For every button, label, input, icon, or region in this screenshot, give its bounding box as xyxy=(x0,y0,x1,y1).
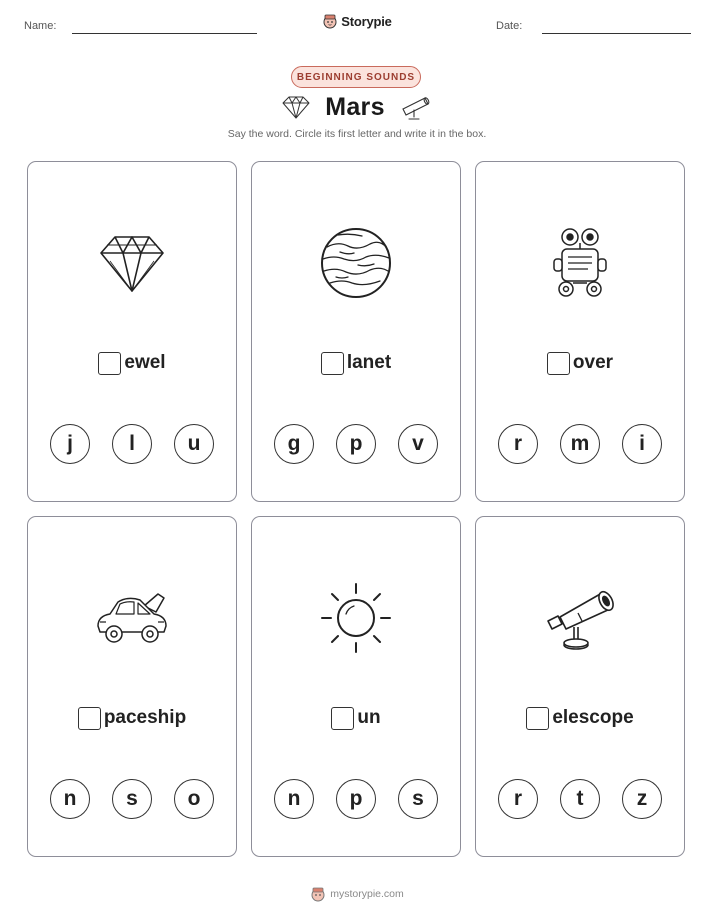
jewel-icon xyxy=(97,231,167,295)
word-ending: paceship xyxy=(103,707,187,728)
letter-choice[interactable]: o xyxy=(174,779,214,819)
letter-choice[interactable]: s xyxy=(398,779,438,819)
answer-box[interactable] xyxy=(98,352,121,375)
letter-choice[interactable]: p xyxy=(336,424,376,464)
letter-choice[interactable]: r xyxy=(498,424,538,464)
word-card xyxy=(251,161,461,502)
brand-logo xyxy=(0,13,714,29)
letter-choice[interactable]: g xyxy=(274,424,314,464)
letter-choice[interactable]: l xyxy=(112,424,152,464)
category-badge: BEGINNING SOUNDS xyxy=(291,66,421,88)
name-line[interactable] xyxy=(72,33,257,34)
telescope-icon xyxy=(540,583,620,653)
answer-box[interactable] xyxy=(526,707,549,730)
word-card xyxy=(251,516,461,857)
telescope-icon xyxy=(399,93,433,121)
answer-box[interactable] xyxy=(321,352,344,375)
letter-choice[interactable]: r xyxy=(498,779,538,819)
footer-url[interactable]: mystorypie.com xyxy=(330,888,404,900)
letter-choice[interactable]: m xyxy=(560,424,600,464)
rover-icon xyxy=(550,225,610,301)
letter-choice[interactable]: z xyxy=(622,779,662,819)
answer-box[interactable] xyxy=(78,707,101,730)
word-card xyxy=(27,516,237,857)
date-label: Date: xyxy=(496,20,523,32)
word-ending: ewel xyxy=(124,352,166,373)
page-title: Mars xyxy=(325,92,385,121)
letter-choice[interactable]: j xyxy=(50,424,90,464)
letter-choice[interactable]: n xyxy=(274,779,314,819)
word-card xyxy=(475,161,685,502)
word-card xyxy=(27,161,237,502)
letter-choice[interactable]: i xyxy=(622,424,662,464)
word-ending: lanet xyxy=(346,352,392,373)
jewel-icon xyxy=(281,95,311,119)
date-line[interactable] xyxy=(542,33,691,34)
letter-choice[interactable]: v xyxy=(398,424,438,464)
word-ending: elescope xyxy=(552,707,634,728)
answer-box[interactable] xyxy=(547,352,570,375)
footer xyxy=(0,886,714,902)
letter-choice[interactable]: n xyxy=(50,779,90,819)
planet-icon xyxy=(318,225,394,301)
word-ending: un xyxy=(357,707,381,728)
mascot-icon xyxy=(322,13,338,29)
letter-choice[interactable]: t xyxy=(560,779,600,819)
letter-choice[interactable]: u xyxy=(174,424,214,464)
letter-choice[interactable]: s xyxy=(112,779,152,819)
brand-name: Storypie xyxy=(341,13,392,29)
instructions: Say the word. Circle its first letter and write it in the box. xyxy=(227,128,487,140)
letter-choice[interactable]: p xyxy=(336,779,376,819)
spaceship-icon xyxy=(94,588,170,648)
mascot-icon xyxy=(310,886,326,902)
name-label: Name: xyxy=(24,20,57,32)
sun-icon xyxy=(318,580,394,656)
word-ending: over xyxy=(572,352,614,373)
word-card xyxy=(475,516,685,857)
answer-box[interactable] xyxy=(331,707,354,730)
title-row xyxy=(0,90,714,124)
